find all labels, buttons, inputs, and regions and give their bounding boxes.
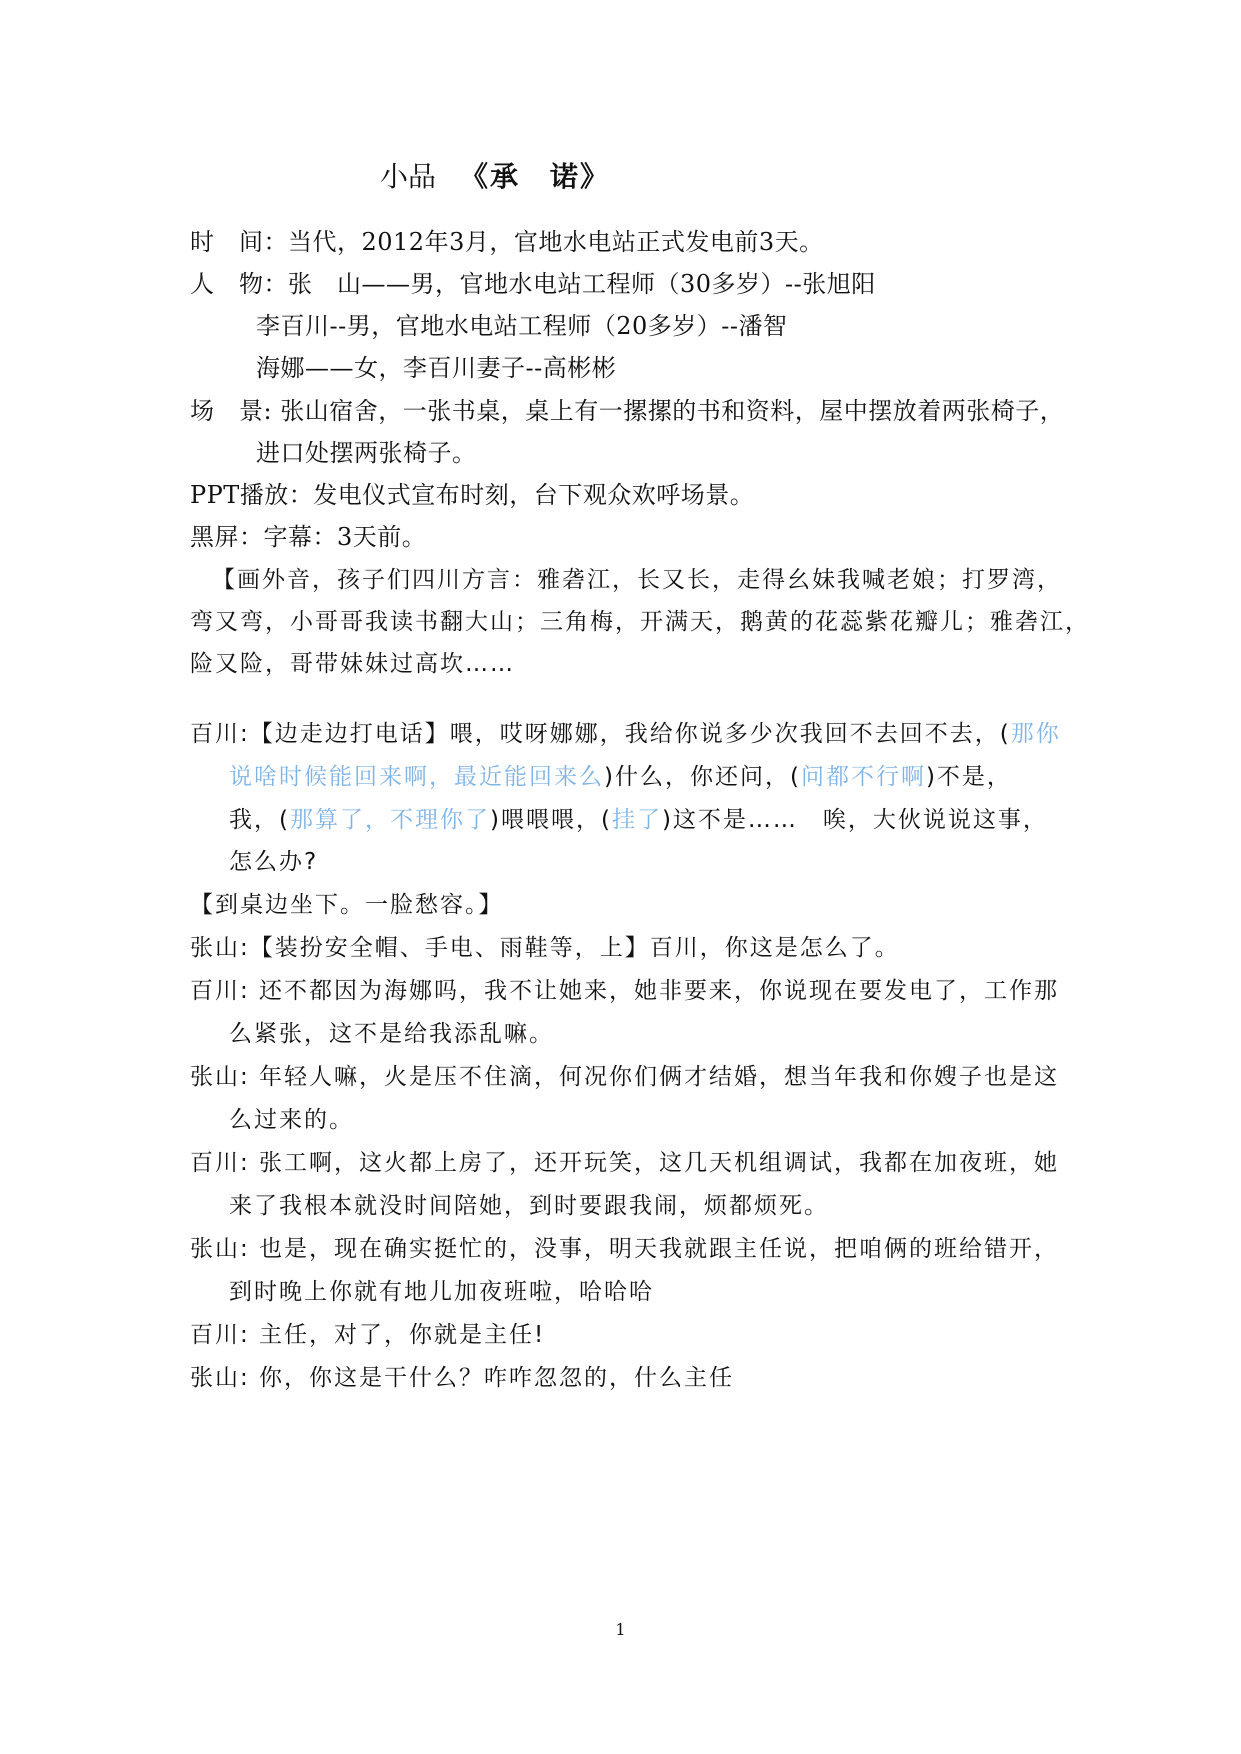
dialogue-text: )这不是…… 唉，大伙说说这事， [661, 807, 1048, 833]
phone-aside: 说啥时候能回来啊，最近能回来么 [229, 764, 604, 790]
dialogue-text: 百川:【边走边打电话】喂，哎呀娜娜，我给你说多少次我回不去回不去，( [190, 721, 1011, 747]
character-li-baichuan: 李百川--男，官地水电站工程师（20多岁）--潘智 [256, 312, 788, 340]
dialogue-line: 么过来的。 [229, 1107, 354, 1133]
dialogue-line: 百川: 还不都因为海娜吗，我不让她来，她非要来，你说现在要发电了，工作那 [190, 978, 1060, 1004]
dialogue-line: 张山:【装扮安全帽、手电、雨鞋等，上】百川，你这是怎么了。 [190, 935, 900, 961]
dialogue-line: 么紧张，这不是给我添乱嘛。 [229, 1021, 554, 1047]
phone-aside: 挂了 [611, 807, 662, 833]
stage-direction: 【到桌边坐下。一脸愁容。】 [190, 892, 504, 918]
time-line: 时 间：当代，2012年3月，官地水电站正式发电前3天。 [190, 228, 824, 256]
dialogue-line: 百川: 主任，对了，你就是主任! [190, 1322, 546, 1348]
dialogue-line: 张山: 年轻人嘛，火是压不住滴，何况你们俩才结婚，想当年我和你嫂子也是这 [190, 1064, 1060, 1090]
black-screen-line: 黑屏：字幕：3天前。 [190, 523, 427, 551]
title-prefix: 小品 [380, 160, 437, 193]
dialogue-line: 张山: 也是，现在确实挺忙的，没事，明天我就跟主任说，把咱俩的班给错开， [190, 1236, 1060, 1262]
dialogue-text: )喂喂喂，( [489, 807, 612, 833]
dialogue-text: )什么，你还问，( [604, 764, 801, 790]
page-title [380, 155, 610, 199]
phone-aside: 那你 [1010, 721, 1061, 747]
scene-line-continued: 进口处摆两张椅子。 [256, 439, 477, 467]
voiceover-line-2: 弯又弯，小哥哥我读书翻大山；三角梅，开满天，鹅黄的花蕊紫花瓣儿；雅砻江， [190, 609, 1090, 635]
dialogue-line: 到时晚上你就有地儿加夜班啦，哈哈哈 [229, 1279, 654, 1305]
scene-line: 场 景: 张山宿舍，一张书桌，桌上有一摞摞的书和资料，屋中摆放着两张椅子， [190, 397, 1065, 425]
characters-line: 人 物：张 山——男，官地水电站工程师（30多岁）--张旭阳 [190, 270, 876, 298]
phone-aside: 那算了，不理你了 [289, 807, 490, 833]
dialogue-line: 怎么办? [229, 849, 319, 875]
dialogue-line [229, 798, 1109, 842]
dialogue-line [229, 755, 1109, 799]
voiceover-line-3: 险又险，哥带妹妹过高坎…… [190, 651, 515, 677]
voiceover-line-1: 【画外音，孩子们四川方言：雅砻江，长又长，走得幺妹我喊老娘；打罗湾， [212, 567, 1062, 593]
page-number: 1 [615, 1620, 626, 1639]
ppt-line: PPT播放：发电仪式宣布时刻，台下观众欢呼场景。 [190, 481, 755, 509]
dialogue-line: 百川: 张工啊，这火都上房了，还开玩笑，这几天机组调试，我都在加夜班，她 [190, 1150, 1060, 1176]
dialogue-line: 来了我根本就没时间陪她，到时要跟我闹，烦都烦死。 [229, 1193, 829, 1219]
character-haina: 海娜——女，李百川妻子--高彬彬 [256, 354, 617, 382]
dialogue-text: )不是， [925, 764, 1012, 790]
dialogue-text: 我，( [229, 807, 290, 833]
dialogue-line: 张山: 你，你这是干什么？咋咋忽忽的，什么主任 [190, 1365, 735, 1391]
phone-aside: 问都不行啊 [800, 764, 926, 790]
dialogue-line [190, 712, 1070, 756]
title-name: 《承 诺》 [460, 160, 611, 193]
